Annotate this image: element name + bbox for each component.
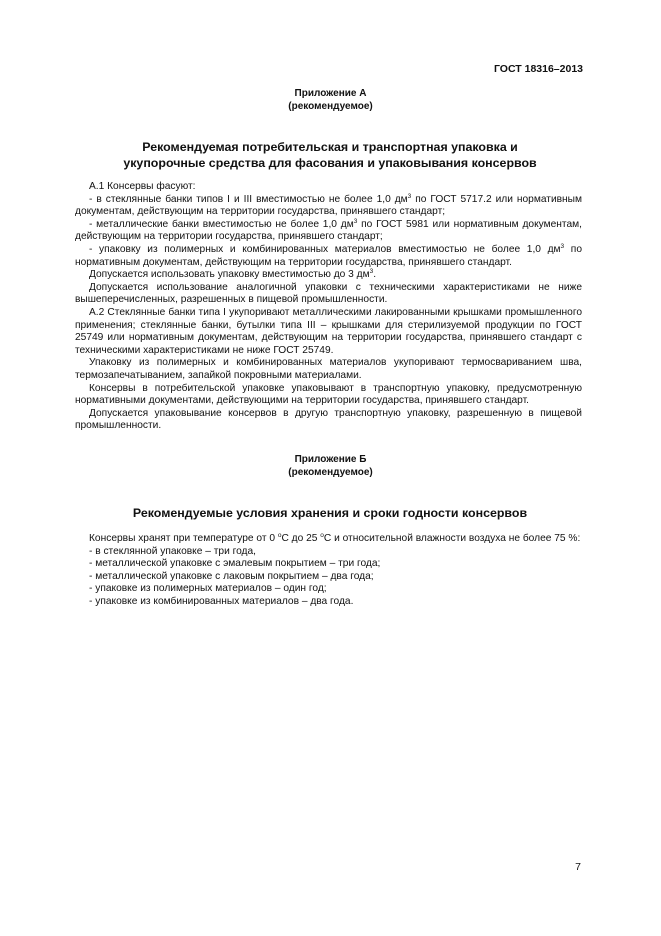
annex-a-heading [0,88,661,113]
paragraph-polymer-sealing: Упаковку из полимерных и комбинированных материалов укупоривают термосвариванием шва, термозапечатыванием, запайкой покровными материалами. [75,357,582,381]
paragraph-text: по ГОСТ 5717.2 или нормативным документам, действующим на территории государства, принявшего стандарт; [75,193,582,218]
paragraph-text: . [373,269,377,281]
annex-b-body [75,533,582,609]
paragraph-storage-conditions [75,533,582,546]
paragraph-transport-packaging: Консервы в потребительской упаковке упаковывают в транспортную упаковку, предусмотренную нормативными документами, действующими на территории государства, принявшего стандарт. [75,382,582,407]
paragraph-text: по ГОСТ 5981 или нормативным документам, действующим на территории государства, принявшего стандарт; [75,218,582,243]
paragraph-a2: А.2 Стеклянные банки типа I укупоривают металлическими лакированными крышками промышленного применения; стеклянные банки, бутылки типа III – крышками для стерилизуемой продукции по ГОСТ 25749 или нормативным документам, действующим на территории государства, принявшего стандарт с техническими характеристиками не ниже ГОСТ 25749. [75,306,582,356]
paragraph-glass-jars [75,194,582,219]
superscript: 3 [560,242,565,250]
annex-a-status: (рекомендуемое) [288,100,373,112]
paragraph-text: Допускается использовать упаковку вместимостью до 3 дм [89,269,370,281]
paragraph-text: по нормативным документам, действующим на территории государства, принявшего стандарт. [75,243,582,268]
paragraph-text: С и относительной влажности воздуха не более 75 %: [323,533,581,544]
superscript: о [277,532,282,539]
annex-b-label: Приложение Б [294,454,367,465]
annex-a-label: Приложение А [294,88,367,99]
annex-b-heading [0,454,661,479]
superscript: 3 [353,217,358,225]
paragraph-text: Консервы хранят при температуре от 0 [89,533,278,544]
document-identifier: ГОСТ 18316–2013 [493,63,583,75]
list-item: - упаковке из комбинированных материалов – два года. [89,595,354,607]
paragraph-a1: А.1 Консервы фасуют: [89,181,196,192]
paragraph-similar-packaging: Допускается использование аналогичной упаковки с техническими характеристиками не ниже вышеперечисленных, разрешенных в пищевой промышленности. [75,281,582,306]
annex-a-title [70,139,590,171]
annex-a-title-line2: укупорочные средства для фасования и упаковывания консервов [123,156,537,170]
paragraph-capacity-allowance [75,269,582,282]
paragraph-polymer-packaging [75,244,582,269]
annex-a-title-line1: Рекомендуемая потребительская и транспортная упаковка и [142,140,518,154]
list-item: - металлической упаковке с лаковым покрытием – два года; [89,570,374,582]
list-item: - в стеклянной упаковке – три года, [89,545,256,557]
paragraph-text: - металлические банки вместимостью не более 1,0 дм [89,218,354,230]
superscript: 3 [407,192,412,200]
paragraph-text: - в стеклянные банки типов I и III вместимостью не более 1,0 дм [89,193,408,205]
annex-b-title: Рекомендуемые условия хранения и сроки годности консервов [132,506,528,520]
list-item: - упаковке из полимерных материалов – один год; [89,583,327,595]
paragraph-text: - упаковку из полимерных и комбинированных материалов вместимостью не более 1,0 дм [89,243,561,255]
page-number: 7 [575,861,581,873]
annex-b-status: (рекомендуемое) [288,466,373,478]
annex-a-body [75,181,582,433]
list-item: - металлической упаковке с эмалевым покрытием – три года; [89,558,381,570]
paragraph-text: С до 25 [281,533,321,544]
paragraph-metal-cans [75,219,582,244]
superscript: о [320,532,324,539]
superscript: 3 [369,268,374,276]
paragraph-other-transport: Допускается упаковывание консервов в другую транспортную упаковку, разрешенную в пищевой промышленности. [75,407,582,432]
